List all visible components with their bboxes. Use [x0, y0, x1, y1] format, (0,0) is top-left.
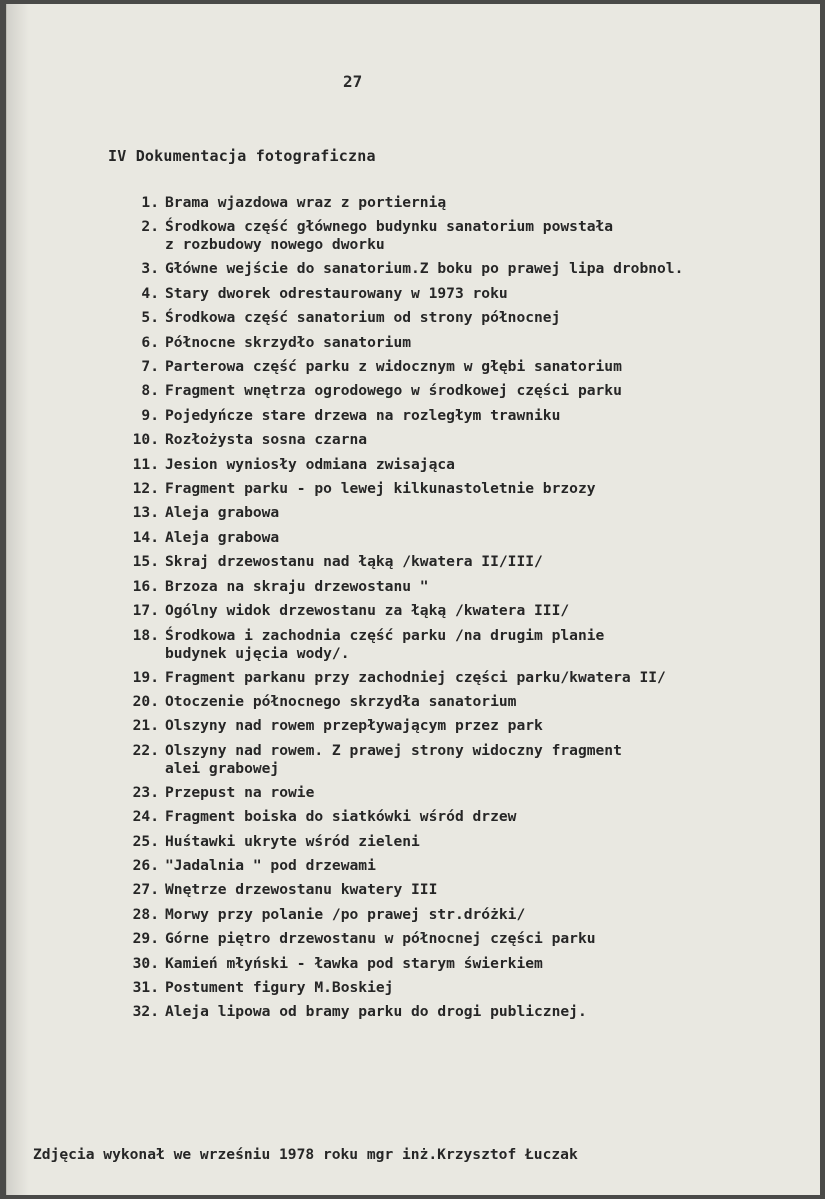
item-number: 8.	[141, 382, 159, 400]
list-item	[115, 830, 820, 854]
list-item	[115, 805, 820, 829]
item-text-line: Brama wjazdowa wraz z portiernią	[165, 194, 447, 211]
item-text-line: Jesion wyniosły odmiana zwisająca	[165, 455, 455, 473]
item-text	[165, 477, 820, 501]
list-item	[115, 501, 820, 525]
item-text	[165, 575, 820, 599]
item-number: 17.	[132, 602, 159, 620]
item-number: 26.	[132, 856, 159, 874]
item-text	[165, 215, 820, 257]
item-text	[165, 282, 820, 306]
item-text-line: Wnętrze drzewostanu kwatery III	[165, 881, 438, 899]
item-text	[165, 903, 820, 927]
item-number: 2.	[141, 218, 159, 236]
item-text	[165, 878, 820, 902]
list-item	[115, 477, 820, 501]
item-number: 18.	[132, 626, 159, 644]
item-number: 30.	[132, 954, 159, 972]
list-item	[115, 952, 820, 976]
item-number: 10.	[132, 431, 159, 449]
item-text	[165, 404, 820, 428]
list-item	[115, 453, 820, 477]
list-item	[115, 428, 820, 452]
item-text-line: Postument figury M.Boskiej	[165, 978, 394, 996]
list-item	[115, 714, 820, 738]
item-number: 24.	[132, 808, 159, 826]
item-text-line: Skraj drzewostanu nad łąką /kwatera II/III/	[165, 553, 543, 571]
item-text-line: Fragment wnętrza ogrodowego w środkowej części parku	[165, 382, 622, 400]
list-item	[115, 575, 820, 599]
item-text-line: Aleja grabowa	[165, 504, 280, 522]
item-number: 12.	[132, 480, 159, 498]
item-text	[165, 714, 820, 738]
item-number: 5.	[141, 309, 159, 327]
item-text-line: Kamień młyński - ławka pod starym świerkiem	[165, 954, 543, 972]
item-number: 21.	[132, 717, 159, 735]
item-text-line: Stary dworek odrestaurowany w 1973 roku	[165, 284, 508, 302]
item-number: 4.	[141, 284, 159, 302]
item-text-line: Północne skrzydło sanatorium	[165, 333, 412, 351]
item-text-line: "Jadalnia " pod drzewami	[165, 856, 376, 874]
item-text	[165, 379, 820, 403]
list-item	[115, 306, 820, 330]
list-item	[115, 355, 820, 379]
item-number: 13.	[132, 504, 159, 522]
item-text-line: Huśtawki ukryte wśród zieleni	[165, 832, 420, 850]
item-text-line: Górne piętro drzewostanu w północnej części parku	[165, 930, 596, 948]
list-item	[115, 690, 820, 714]
item-number: 32.	[132, 1003, 159, 1021]
list-item	[115, 903, 820, 927]
item-text-line: Aleja lipowa od bramy parku do drogi publicznej.	[165, 1003, 587, 1021]
item-text-line: Olszyny nad rowem przepływającym przez park	[165, 717, 543, 735]
item-text-line: Środkowa część sanatorium od strony północnej	[165, 309, 561, 327]
item-text-continuation: alei grabowej	[165, 759, 280, 777]
item-text-line: Olszyny nad rowem. Z prawej strony widoczny fragment	[165, 741, 622, 759]
list-item	[115, 331, 820, 355]
photographer-credit: Zdjęcia wykonał we wrześniu 1978 roku mgr inż.Krzysztof Łuczak	[33, 1146, 578, 1163]
item-number: 11.	[132, 455, 159, 473]
item-text-line: Parterowa część parku z widocznym w głębi sanatorium	[165, 358, 622, 376]
section-title: IV Dokumentacja fotograficzna	[108, 147, 376, 165]
item-text-line: Fragment parku - po lewej kilkunastoletnie brzozy	[165, 480, 596, 498]
document-page	[6, 4, 820, 1195]
item-text	[165, 526, 820, 550]
item-text-line: Aleja grabowa	[165, 528, 280, 546]
item-number: 23.	[132, 783, 159, 801]
item-text-line: Brzoza na skraju drzewostanu "	[165, 577, 429, 595]
item-text	[165, 453, 820, 477]
list-item	[115, 854, 820, 878]
binding-shadow	[7, 4, 29, 1195]
list-item	[115, 666, 820, 690]
list-item	[115, 526, 820, 550]
item-text	[165, 854, 820, 878]
item-text	[165, 501, 820, 525]
item-text-line: Fragment parkanu przy zachodniej części parku/kwatera II/	[165, 668, 666, 686]
item-number: 22.	[132, 741, 159, 759]
item-text	[165, 257, 820, 281]
item-number: 6.	[141, 333, 159, 351]
item-text-line: Rozłożysta sosna czarna	[165, 431, 368, 449]
item-text-line: Otoczenie północnego skrzydła sanatorium	[165, 692, 517, 710]
item-text	[165, 355, 820, 379]
item-text-continuation: z rozbudowy nowego dworku	[165, 236, 385, 254]
item-text	[165, 428, 820, 452]
item-text	[165, 550, 820, 574]
list-item	[115, 191, 820, 215]
item-text	[165, 830, 820, 854]
list-item	[115, 1000, 820, 1024]
item-number: 28.	[132, 905, 159, 923]
item-text	[165, 1000, 820, 1024]
item-text	[165, 952, 820, 976]
item-text	[165, 666, 820, 690]
item-number: 7.	[141, 358, 159, 376]
item-text-line: Pojedyńcze stare drzewa na rozległym trawniku	[165, 406, 561, 424]
item-text	[165, 599, 820, 623]
item-number: 9.	[141, 406, 159, 424]
item-text	[165, 805, 820, 829]
item-text	[165, 976, 820, 1000]
item-text	[165, 306, 820, 330]
item-text	[165, 191, 820, 215]
list-item	[115, 550, 820, 574]
item-text-line: Główne wejście do sanatorium.Z boku po prawej lipa drobnol.	[165, 260, 684, 278]
item-text-line: Środkowa część głównego budynku sanatorium powstała	[165, 218, 614, 236]
item-number: 31.	[132, 978, 159, 996]
item-text	[165, 781, 820, 805]
item-number: 19.	[132, 668, 159, 686]
item-text-line: Ogólny widok drzewostanu za łąką /kwatera III/	[165, 602, 570, 620]
item-text-line: Fragment boiska do siatkówki wśród drzew	[165, 808, 517, 826]
item-text-line: Środkowa i zachodnia część parku /na drugim planie	[165, 626, 605, 644]
list-item	[115, 599, 820, 623]
list-item	[115, 282, 820, 306]
list-item	[115, 624, 820, 666]
item-text-line: Morwy przy polanie /po prawej str.dróżki/	[165, 905, 526, 923]
item-number: 15.	[132, 553, 159, 571]
item-text	[165, 690, 820, 714]
item-number: 20.	[132, 692, 159, 710]
item-text-line: Przepust na rowie	[165, 783, 315, 801]
item-number: 27.	[132, 881, 159, 899]
list-item	[115, 927, 820, 951]
item-number: 25.	[132, 832, 159, 850]
list-item	[115, 739, 820, 781]
photo-list	[115, 191, 820, 1025]
list-item	[115, 257, 820, 281]
item-number: 1.	[141, 194, 159, 211]
item-number: 29.	[132, 930, 159, 948]
list-item	[115, 976, 820, 1000]
item-text	[165, 739, 820, 781]
item-text	[165, 927, 820, 951]
list-item	[115, 878, 820, 902]
list-item	[115, 215, 820, 257]
item-text	[165, 624, 820, 666]
list-item	[115, 379, 820, 403]
item-number: 3.	[141, 260, 159, 278]
item-text	[165, 331, 820, 355]
list-item	[115, 404, 820, 428]
item-number: 14.	[132, 528, 159, 546]
item-number: 16.	[132, 577, 159, 595]
list-item	[115, 781, 820, 805]
page-number: 27	[343, 72, 363, 91]
item-text-continuation: budynek ujęcia wody/.	[165, 644, 350, 662]
